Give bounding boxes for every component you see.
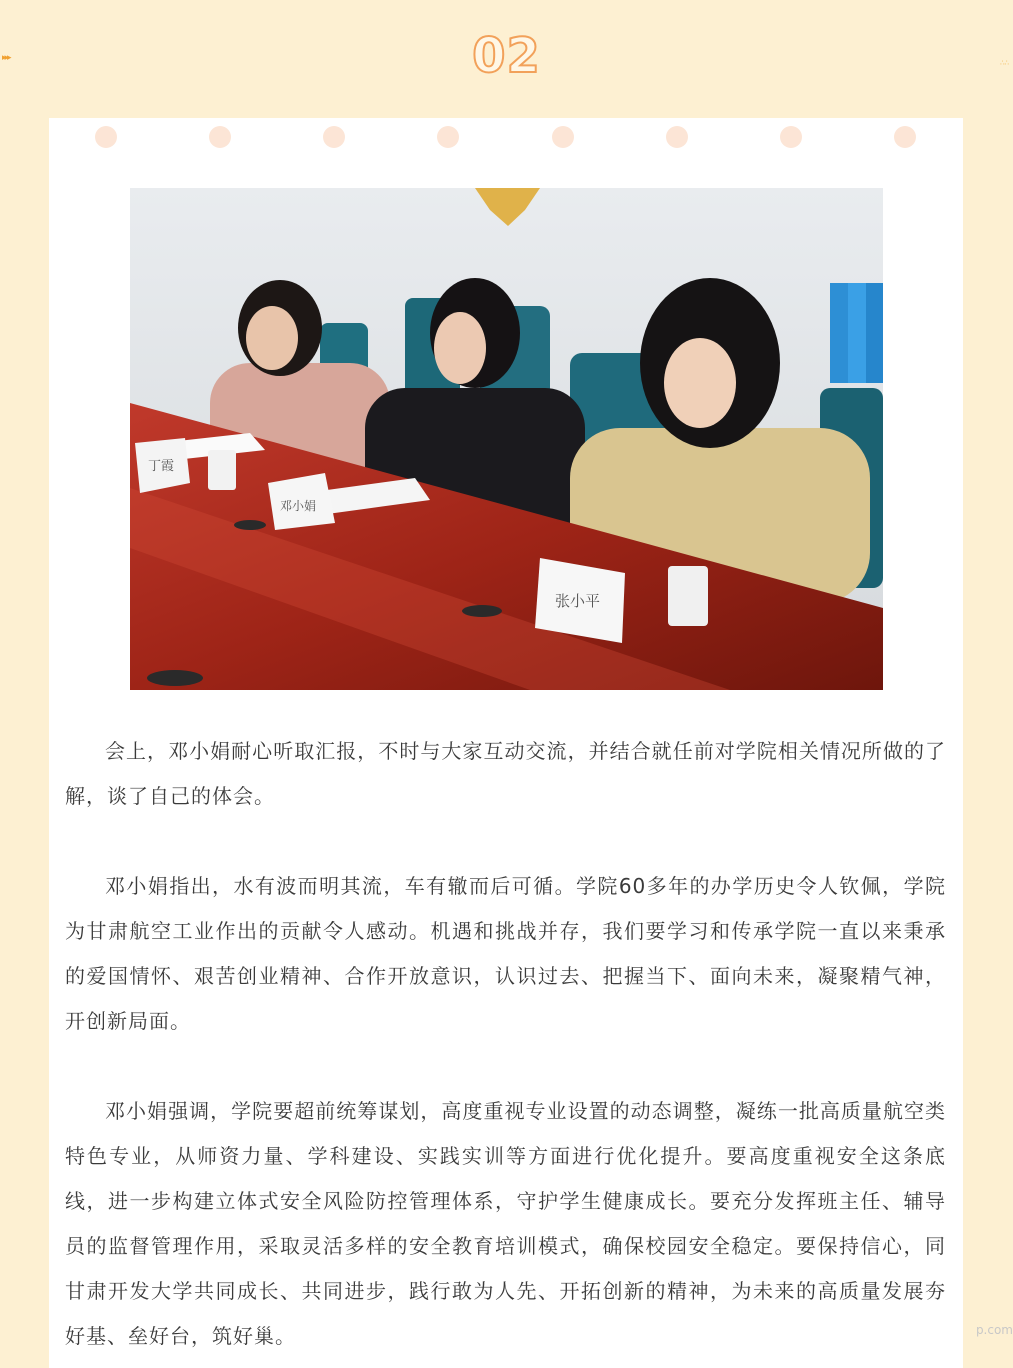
decorative-dot-icon [666, 126, 688, 148]
decorative-dot-icon [95, 126, 117, 148]
meeting-photo [130, 188, 883, 690]
nameplate-label: 邓小娟 [280, 499, 317, 513]
nameplate [268, 473, 335, 530]
article-paragraph: 会上，邓小娟耐心听取汇报，不时与大家互动交流，并结合就任前对学院相关情况所做的了解，谈了自己的体会。 [65, 739, 946, 808]
decorative-dot-icon [780, 126, 802, 148]
article-paragraph: 邓小娟强调，学院要超前统筹谋划，高度重视专业设置的动态调整，凝练一批高质量航空类特色专业，从师资力量、学科建设、实践实训等方面进行优化提升。要高度重视安全这条底线，进一步构建立体式安全风险防控管理体系，守护学生健康成长。要充分发挥班主任、辅导员的监督管理作用，采取灵活多样的安全教育培训模式，确保校园安全稳定。要保持信心，同甘肃开发大学共同成长、共同进步，践行敢为人先、开拓创新的精神，为未来的高质量发展夯好基、垒好台，筑好巢。 [65, 1099, 946, 1348]
decorative-dot-icon [894, 126, 916, 148]
section-number: 02 [472, 28, 541, 84]
nameplate-label: 张小平 [555, 592, 601, 610]
nameplate [535, 558, 625, 643]
decorative-dot-icon [209, 126, 231, 148]
decorative-dot-icon [437, 126, 459, 148]
decorative-dot-icon [552, 126, 574, 148]
decorative-dots-icon: ∴∴ [1000, 59, 1009, 67]
article-card [49, 118, 963, 1368]
article-paragraph: 邓小娟指出，水有波而明其流，车有辙而后可循。学院60多年的办学历史令人钦佩，学院为甘肃航空工业作出的贡献令人感动。机遇和挑战并存，我们要学习和传承学院一直以来秉承的爱国情怀、艰苦创业精神、合作开放意识，认识过去、把握当下、面向未来，凝聚精气神，开创新局面。 [65, 874, 946, 1033]
nameplate-label: 丁霞 [148, 459, 175, 474]
decorative-dot-icon [323, 126, 345, 148]
decorative-arrows-icon: ▸▸▸ [2, 53, 10, 63]
watermark: p.com [975, 1323, 1013, 1337]
